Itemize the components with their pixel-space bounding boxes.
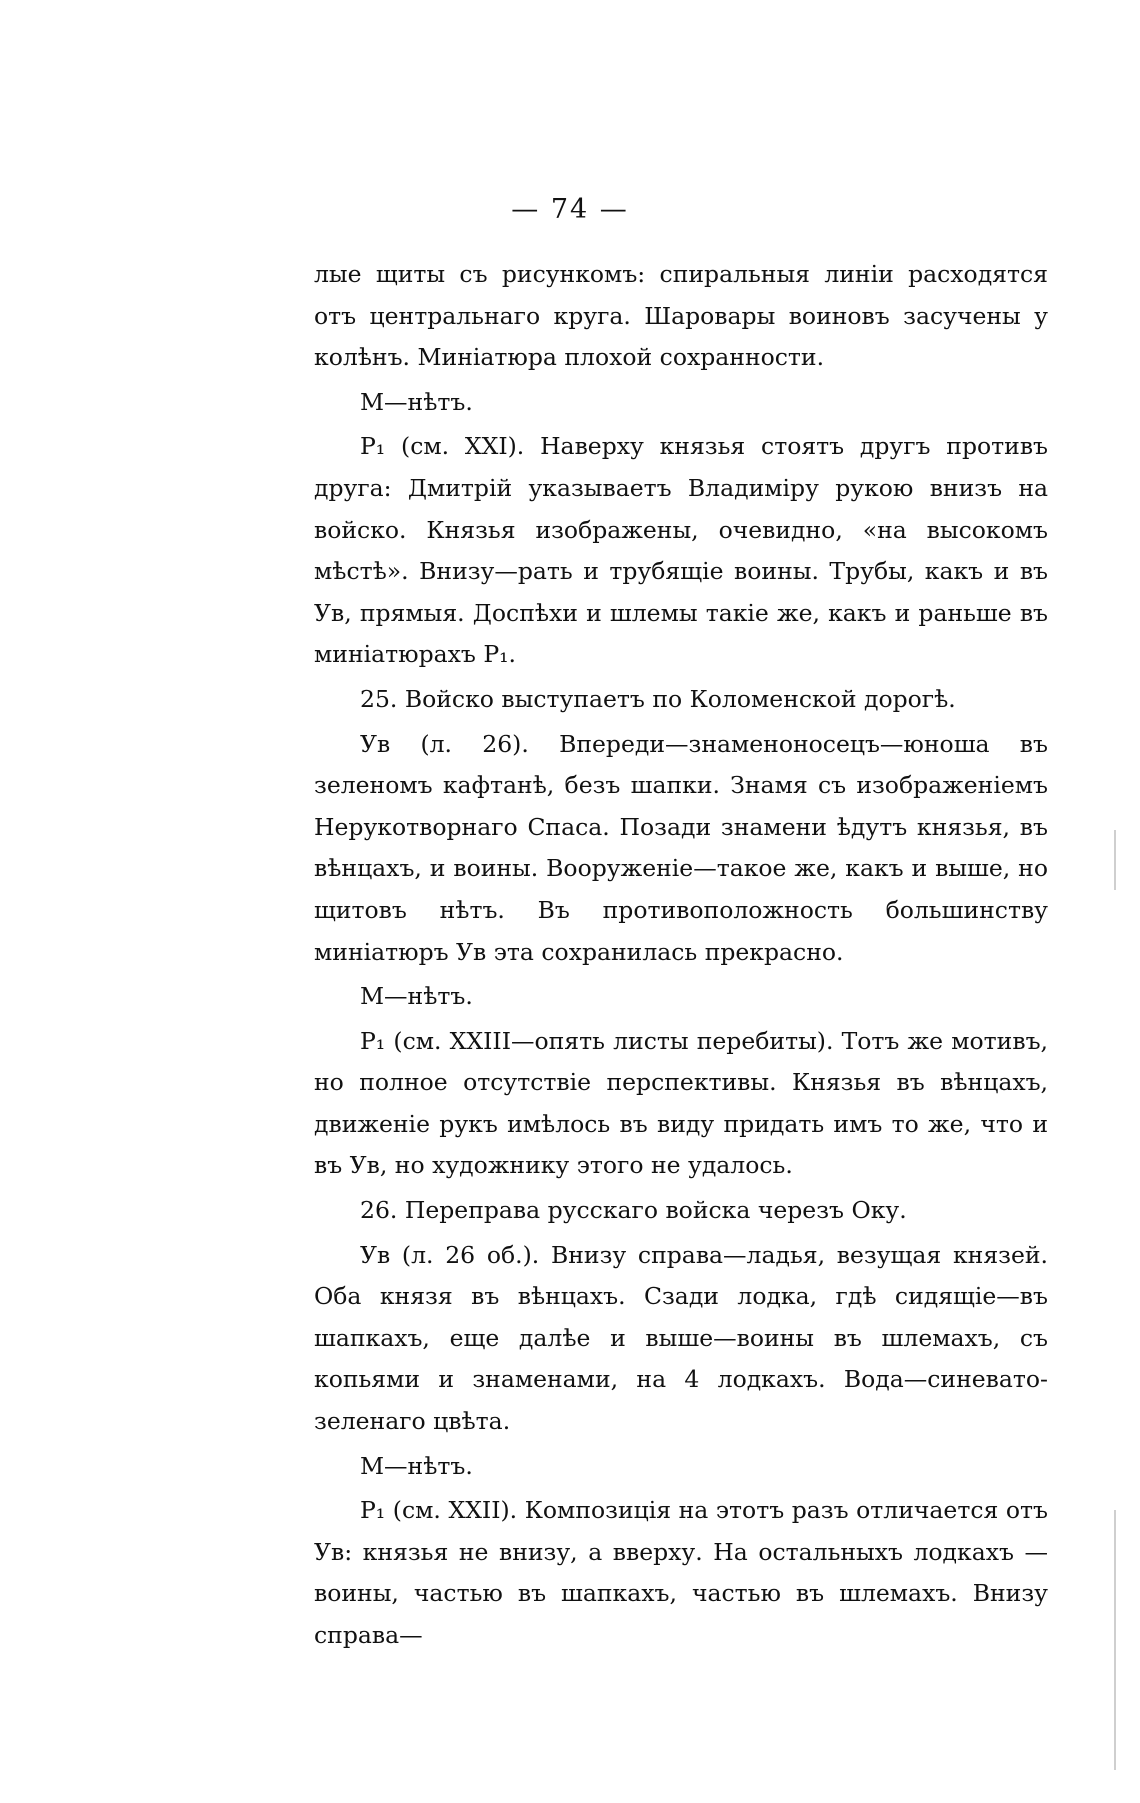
paragraph-4: 25. Войско выступаетъ по Коломенской дорогѣ. (360, 684, 956, 713)
paragraph-3: Р₁ (см. XXI). Наверху князья стоятъ другъ противъ друга: Дмитрій указываетъ Владиміру рукою внизъ на войско. Князья изображены, очевидно, «на высокомъ мѣстѣ». Внизу—рать и трубящіе воины. Трубы, какъ и въ Ув, прямыя. Доспѣхи и шлемы такіе же, какъ и раньше въ миніатюрахъ Р₁. (314, 432, 1048, 669)
paragraph-9: Ув (л. 26 об.). Внизу справа—ладья, везущая князей. Оба князя въ вѣнцахъ. Сзади лодка, гдѣ сидящіе—въ шапкахъ, еще далѣе и выше—воины въ шлемахъ, съ копьями и знаменами, на 4 лодкахъ. Вода—синевато-зеленаго цвѣта. (314, 1240, 1048, 1436)
paragraph-2: М—нѣтъ. (360, 387, 473, 416)
scan-margin-line (1114, 830, 1116, 890)
page-number: — 74 — (511, 194, 629, 225)
paragraph-1: лые щиты съ рисункомъ: спиральныя линіи расходятся отъ центральнаго круга. Шаровары воиновъ засучены у колѣнъ. Миніатюра плохой сохранности. (314, 260, 1048, 372)
paragraph-6: М—нѣтъ. (360, 982, 473, 1011)
scan-margin-line (1114, 1510, 1116, 1770)
body-text (314, 254, 1048, 1660)
paragraph-11: Р₁ (см. XXII). Композиція на этотъ разъ отличается отъ Ув: князья не внизу, а вверху. На остальныхъ лодкахъ — воины, частью въ шапкахъ, частью въ шлемахъ. Внизу справа— (314, 1496, 1048, 1649)
paragraph-5: Ув (л. 26). Впереди—знаменоносецъ—юноша въ зеленомъ кафтанѣ, безъ шапки. Знамя съ изображеніемъ Нерукотворнаго Спаса. Позади знамени ѣдутъ князья, въ вѣнцахъ, и воины. Вооруженіе—такое же, какъ и выше, но щитовъ нѣтъ. Въ противоположность большинству миніатюръ Ув эта сохранилась прекрасно. (314, 729, 1048, 966)
paragraph-7: Р₁ (см. XXIII—опять листы перебиты). Тотъ же мотивъ, но полное отсутствіе перспективы. Князья въ вѣнцахъ, движеніе рукъ имѣлось въ виду придать имъ то же, что и въ Ув, но художнику этого не удалось. (314, 1026, 1048, 1180)
paragraph-8: 26. Переправа русскаго войска черезъ Оку. (360, 1196, 907, 1225)
paragraph-10: М—нѣтъ. (360, 1451, 473, 1480)
